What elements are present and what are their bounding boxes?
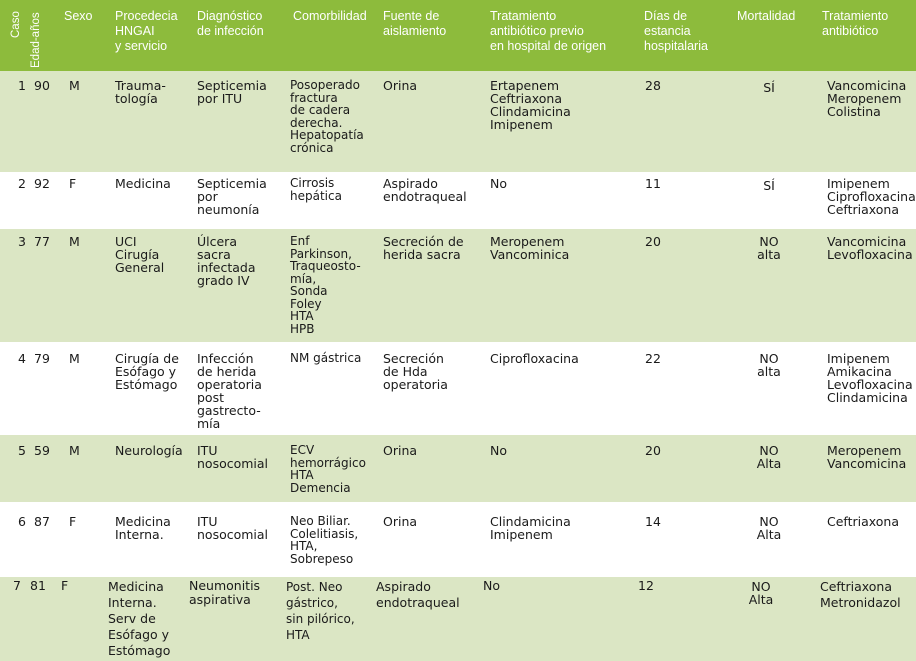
cell-edad: 87 <box>34 514 50 529</box>
header-tratamiento-previo: Tratamiento antibiótico previo en hospital de origen <box>490 9 607 53</box>
cell-diagnostico: Septicemia por ITU <box>197 78 267 106</box>
cell-caso: 7 <box>13 578 21 593</box>
table-row <box>0 71 916 172</box>
cell-procedencia: Cirugía de Esófago y Estómago <box>115 351 179 392</box>
header-edad: Edad-años <box>30 12 42 68</box>
cell-tratamiento: Imipenem Ciprofloxacina Ceftriaxona <box>827 176 916 217</box>
cell-edad: 59 <box>34 443 50 458</box>
cell-sexo: F <box>69 176 77 191</box>
cell-fuente: Secreción de Hda operatoria <box>383 351 448 392</box>
table-row <box>0 502 916 576</box>
cell-comorbilidad: Post. Neo gástrico, sin pilórico, HTA <box>286 580 355 642</box>
cell-tratamiento: Imipenem Amikacina Levofloxacina Clindamicina <box>827 351 913 405</box>
cell-mortalidad: NO alta <box>757 351 781 379</box>
cell-dias: 14 <box>645 514 661 529</box>
cell-fuente: Orina <box>383 78 418 93</box>
cell-sexo: M <box>69 351 80 366</box>
table-header <box>0 0 916 71</box>
cell-mortalidad: SÍ <box>763 80 775 95</box>
cell-dias: 20 <box>645 443 661 458</box>
header-tratamiento: Tratamiento antibiótico <box>822 9 889 38</box>
cell-edad: 81 <box>30 578 46 593</box>
cell-previo: Meropenem Vancominica <box>490 234 570 262</box>
cell-diagnostico: Infección de herida operatoria post gastrecto- mía <box>197 351 262 431</box>
cell-fuente: Orina <box>383 443 418 458</box>
cell-edad: 90 <box>34 78 50 93</box>
header-dias: Días de estancia hospitalaria <box>644 9 708 53</box>
cell-previo: No <box>483 578 500 593</box>
header-comorbilidad: Comorbilidad <box>293 9 367 23</box>
cell-fuente: Aspirado endotraqueal <box>383 176 467 204</box>
cell-previo: Ertapenem Ceftriaxona Clindamicina Imipenem <box>490 78 571 132</box>
cell-fuente: Secreción de herida sacra <box>383 234 464 262</box>
cell-tratamiento: Vancomicina Levofloxacina <box>827 234 913 262</box>
cell-diagnostico: ITU nosocomial <box>197 514 269 542</box>
cell-caso: 2 <box>18 176 26 191</box>
cell-diagnostico: Septicemia por neumonía <box>197 176 267 217</box>
cell-caso: 1 <box>18 78 26 93</box>
header-mortalidad: Mortalidad <box>737 9 796 23</box>
cell-mortalidad: NO Alta <box>756 514 782 542</box>
cell-comorbilidad: Posoperado fractura de cadera derecha. Hepatopatía crónica <box>290 78 364 155</box>
cell-comorbilidad: Neo Biliar. Colelitiasis, HTA, Sobrepeso <box>290 514 359 566</box>
cell-tratamiento: Ceftriaxona <box>827 514 900 529</box>
cell-sexo: F <box>61 578 69 593</box>
cell-diagnostico: Neumonitis aspirativa <box>189 578 261 607</box>
cell-sexo: M <box>69 78 80 93</box>
cell-previo: No <box>490 443 507 458</box>
cell-sexo: F <box>69 514 77 529</box>
cell-mortalidad: NO Alta <box>748 579 774 607</box>
cell-procedencia: Medicina Interna. <box>115 514 171 542</box>
cell-dias: 28 <box>645 78 661 93</box>
cell-procedencia: Medicina <box>115 176 171 191</box>
cell-procedencia: Neurología <box>115 443 183 458</box>
header-fuente: Fuente de aislamiento <box>383 9 447 38</box>
cell-edad: 79 <box>34 351 50 366</box>
cell-caso: 3 <box>18 234 26 249</box>
cell-mortalidad: NO Alta <box>756 443 782 471</box>
cell-mortalidad: SÍ <box>763 178 775 193</box>
cell-previo: Ciprofloxacina <box>490 351 579 366</box>
table-row <box>0 576 916 661</box>
cell-dias: 20 <box>645 234 661 249</box>
header-sexo: Sexo <box>64 9 93 23</box>
cell-dias: 22 <box>645 351 661 366</box>
cell-comorbilidad: ECV hemorrágico HTA Demencia <box>290 443 366 495</box>
cell-caso: 6 <box>18 514 26 529</box>
header-caso: Caso <box>10 11 22 38</box>
cell-procedencia: Medicina Interna. Serv de Esófago y Estómago <box>108 579 171 658</box>
cell-fuente: Aspirado endotraqueal <box>376 579 460 610</box>
cell-comorbilidad: NM gástrica <box>290 351 362 365</box>
cell-comorbilidad: Enf Parkinson, Traqueosto- mía, Sonda Foley HTA HPB <box>290 234 361 336</box>
cell-diagnostico: ITU nosocomial <box>197 443 269 471</box>
cell-dias: 12 <box>638 578 654 593</box>
cell-procedencia: Trauma- tología <box>115 78 166 106</box>
header-procedencia: Procedecia HNGAI y servicio <box>115 9 178 53</box>
cell-comorbilidad: Cirrosis hepática <box>290 176 342 203</box>
table-row <box>0 435 916 502</box>
cell-caso: 4 <box>18 351 26 366</box>
cell-edad: 92 <box>34 176 50 191</box>
cell-fuente: Orina <box>383 514 418 529</box>
cell-tratamiento: Meropenem Vancomicina <box>827 443 907 471</box>
cell-previo: Clindamicina Imipenem <box>490 514 571 542</box>
cell-sexo: M <box>69 443 80 458</box>
cell-edad: 77 <box>34 234 50 249</box>
cell-diagnostico: Úlcera sacra infectada grado IV <box>197 234 256 288</box>
cell-procedencia: UCI Cirugía General <box>115 234 165 275</box>
cell-previo: No <box>490 176 507 191</box>
cell-dias: 11 <box>645 176 661 191</box>
table-row <box>0 172 916 229</box>
table-row <box>0 342 916 435</box>
table-row <box>0 229 916 342</box>
header-diagnostico: Diagnóstico de infección <box>197 9 264 38</box>
cell-mortalidad: NO alta <box>757 234 781 262</box>
cell-tratamiento: Ceftriaxona Metronidazol <box>820 579 901 610</box>
cell-caso: 5 <box>18 443 26 458</box>
cell-tratamiento: Vancomicina Meropenem Colistina <box>827 78 907 119</box>
cell-sexo: M <box>69 234 80 249</box>
